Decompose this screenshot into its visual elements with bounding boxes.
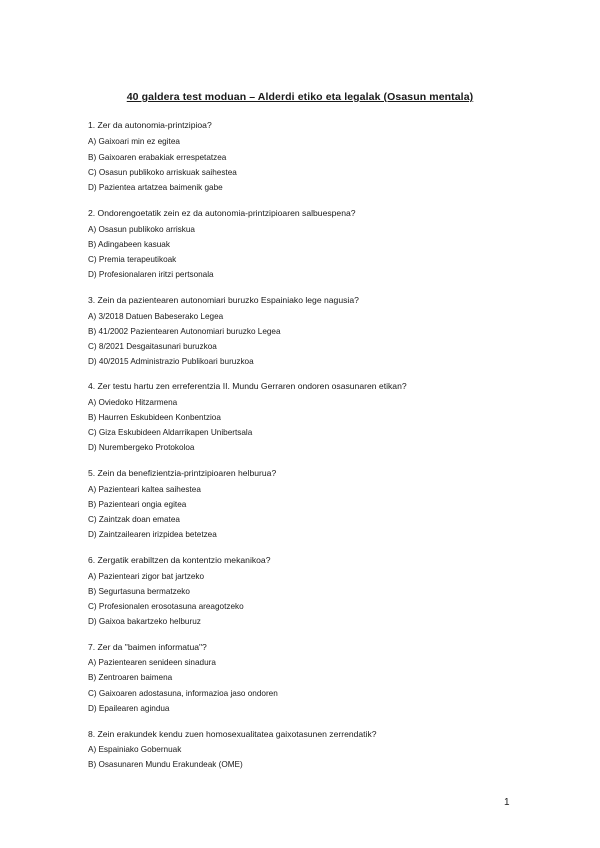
option-5d: D) Zaintzailearen irizpidea betetzea (88, 530, 217, 539)
option-4b: B) Haurren Eskubideen Konbentzioa (88, 413, 221, 422)
option-1c: C) Osasun publikoko arriskuak saihestea (88, 168, 237, 177)
option-6b: B) Segurtasuna bermatzeko (88, 587, 190, 596)
question-3: 3. Zein da pazientearen autonomiari buruzko Espainiako lege nagusia? (88, 295, 359, 305)
option-6c: C) Profesionalen erosotasuna areagotzeko (88, 602, 244, 611)
question-5: 5. Zein da benefizientzia-printzipioaren helburua? (88, 468, 277, 478)
option-1a: A) Gaixoari min ez egitea (88, 137, 180, 146)
option-2a: A) Osasun publikoko arriskua (88, 225, 195, 234)
option-2c: C) Premia terapeutikoak (88, 255, 177, 264)
option-7c: C) Gaixoaren adostasuna, informazioa jaso ondoren (88, 689, 278, 698)
option-2b: B) Adingabeen kasuak (88, 240, 170, 249)
option-6d: D) Gaixoa bakartzeko helburuz (88, 617, 201, 626)
option-3d: D) 40/2015 Administrazio Publikoari buruzkoa (88, 357, 254, 366)
option-3b: B) 41/2002 Pazientearen Autonomiari buruzko Legea (88, 327, 281, 336)
option-4c: C) Giza Eskubideen Aldarrikapen Unibertsala (88, 428, 253, 437)
option-8b: B) Osasunaren Mundu Erakundeak (OME) (88, 760, 243, 769)
page-number: 1 (504, 797, 510, 808)
option-4d: D) Nurembergeko Protokoloa (88, 443, 195, 452)
option-3a: A) 3/2018 Datuen Babeserako Legea (88, 312, 224, 321)
option-3c: C) 8/2021 Desgaitasunari buruzkoa (88, 342, 217, 351)
question-8: 8. Zein erakundek kendu zuen homosexualitatea gaixotasunen zerrendatik? (88, 729, 377, 739)
option-5c: C) Zaintzak doan ematea (88, 515, 180, 524)
question-2: 2. Ondorengoetatik zein ez da autonomia-printzipioaren salbuespena? (88, 208, 356, 218)
option-1d: D) Pazientea artatzea baimenik gabe (88, 183, 223, 192)
option-2d: D) Profesionalaren iritzi pertsonala (88, 270, 214, 279)
option-1b: B) Gaixoaren erabakiak errespetatzea (88, 153, 227, 162)
question-1: 1. Zer da autonomia-printzipioa? (88, 120, 212, 130)
question-7: 7. Zer da "baimen informatua"? (88, 642, 207, 652)
document-title: 40 galdera test moduan – Alderdi etiko eta legalak (Osasun mentala) (126, 91, 474, 103)
option-6a: A) Pazienteari zigor bat jartzeko (88, 572, 205, 581)
option-5b: B) Pazienteari ongia egitea (88, 500, 187, 509)
option-4a: A) Oviedoko Hitzarmena (88, 398, 178, 407)
question-6: 6. Zergatik erabiltzen da kontentzio mekanikoa? (88, 555, 271, 565)
question-4: 4. Zer testu hartu zen erreferentzia II. Mundu Gerraren ondoren osasunaren etikan? (88, 381, 407, 391)
option-8a: A) Espainiako Gobernuak (88, 745, 182, 754)
option-7a: A) Pazientearen senideen sinadura (88, 658, 216, 667)
option-5a: A) Pazienteari kaltea saihestea (88, 485, 201, 494)
option-7b: B) Zentroaren baimena (88, 673, 173, 682)
option-7d: D) Epailearen agindua (88, 704, 170, 713)
